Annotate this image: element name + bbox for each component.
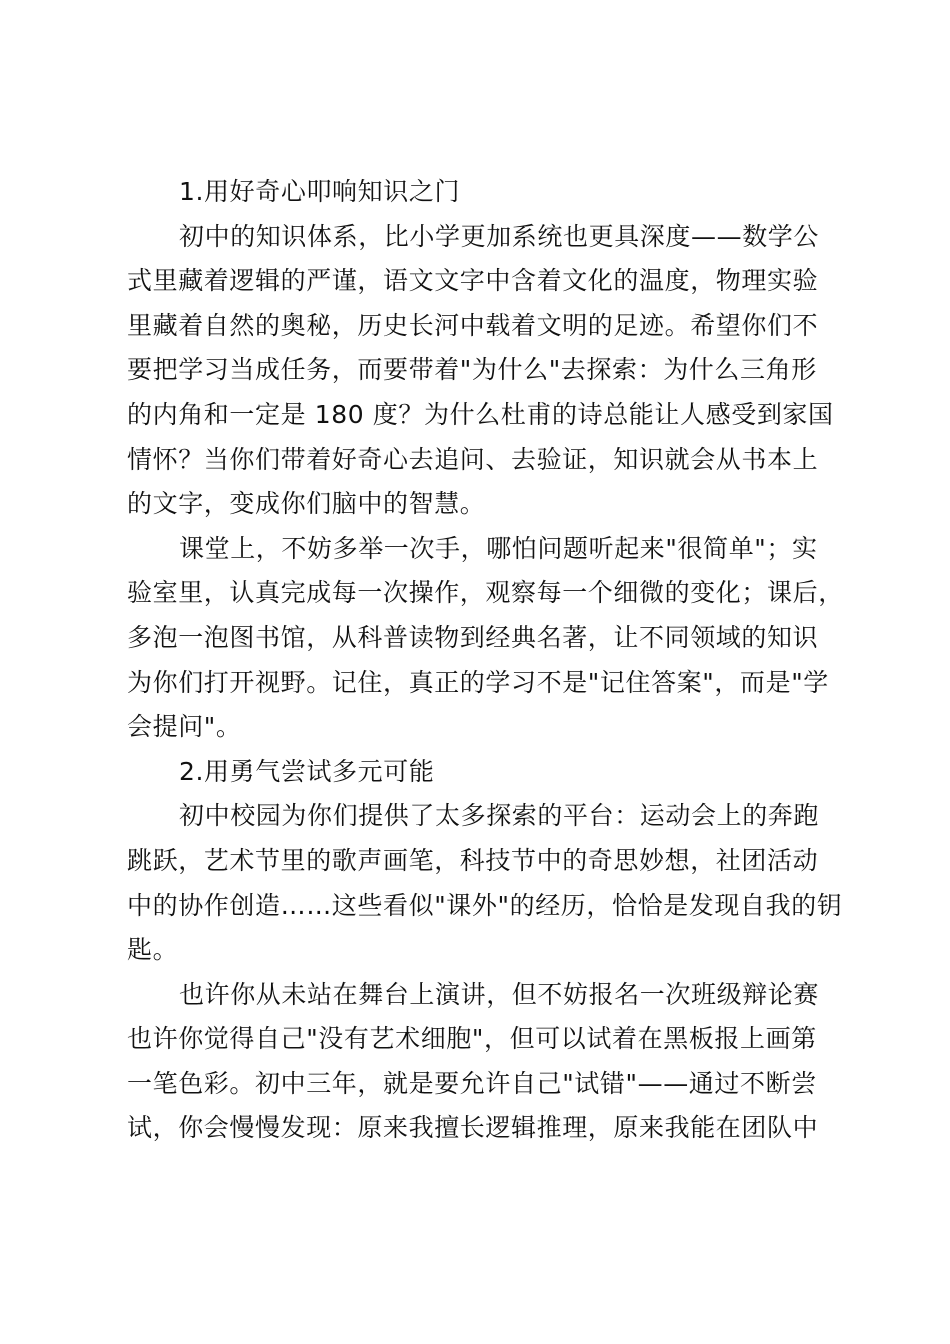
paragraph-line: 跳跃，艺术节里的歌声画笔，科技节中的奇思妙想，社团活动	[127, 845, 819, 875]
paragraph-line: 为你们打开视野。记住，真正的学习不是"记住答案"，而是"学	[127, 667, 829, 697]
paragraph-line: 情怀？当你们带着好奇心去追问、去验证，知识就会从书本上	[127, 444, 819, 474]
paragraph-line: 的内角和一定是 180 度？为什么杜甫的诗总能让人感受到家国	[127, 399, 834, 429]
paragraph-line: 试，你会慢慢发现：原来我擅长逻辑推理，原来我能在团队中	[127, 1113, 819, 1143]
paragraph-line: 匙。	[127, 935, 179, 965]
section-heading: 2.用勇气尝试多元可能	[179, 756, 435, 786]
section-heading: 1.用好奇心叩响知识之门	[179, 177, 461, 206]
document-body	[127, 170, 844, 1151]
paragraph-line: 验室里，认真完成每一次操作，观察每一个细微的变化；课后，	[127, 578, 844, 608]
paragraph-line: 多泡一泡图书馆，从科普读物到经典名著，让不同领域的知识	[127, 622, 819, 652]
paragraph-line: 初中的知识体系，比小学更加系统也更具深度——数学公	[179, 221, 820, 251]
paragraph-line: 也许你从未站在舞台上演讲，但不妨报名一次班级辩论赛	[179, 979, 820, 1009]
paragraph-line: 的文字，变成你们脑中的智慧。	[127, 489, 486, 519]
paragraph-line: 也许你觉得自己"没有艺术细胞"，但可以试着在黑板报上画第	[127, 1024, 817, 1054]
paragraph-line: 会提问"。	[127, 712, 242, 742]
paragraph-line: 一笔色彩。初中三年，就是要允许自己"试错"——通过不断尝	[127, 1068, 817, 1098]
paragraph-line: 初中校园为你们提供了太多探索的平台：运动会上的奔跑	[179, 801, 820, 831]
paragraph-line: 中的协作创造……这些看似"课外"的经历，恰恰是发现自我的钥	[127, 890, 843, 920]
paragraph-line: 要把学习当成任务，而要带着"为什么"去探索：为什么三角形	[127, 355, 817, 385]
paragraph-line: 式里藏着逻辑的严谨，语文文字中含着文化的温度，物理实验	[127, 266, 819, 296]
paragraph-line: 里藏着自然的奥秘，历史长河中载着文明的足迹。希望你们不	[127, 310, 819, 340]
paragraph-line: 课堂上，不妨多举一次手，哪怕问题听起来"很简单"；实	[179, 533, 818, 563]
